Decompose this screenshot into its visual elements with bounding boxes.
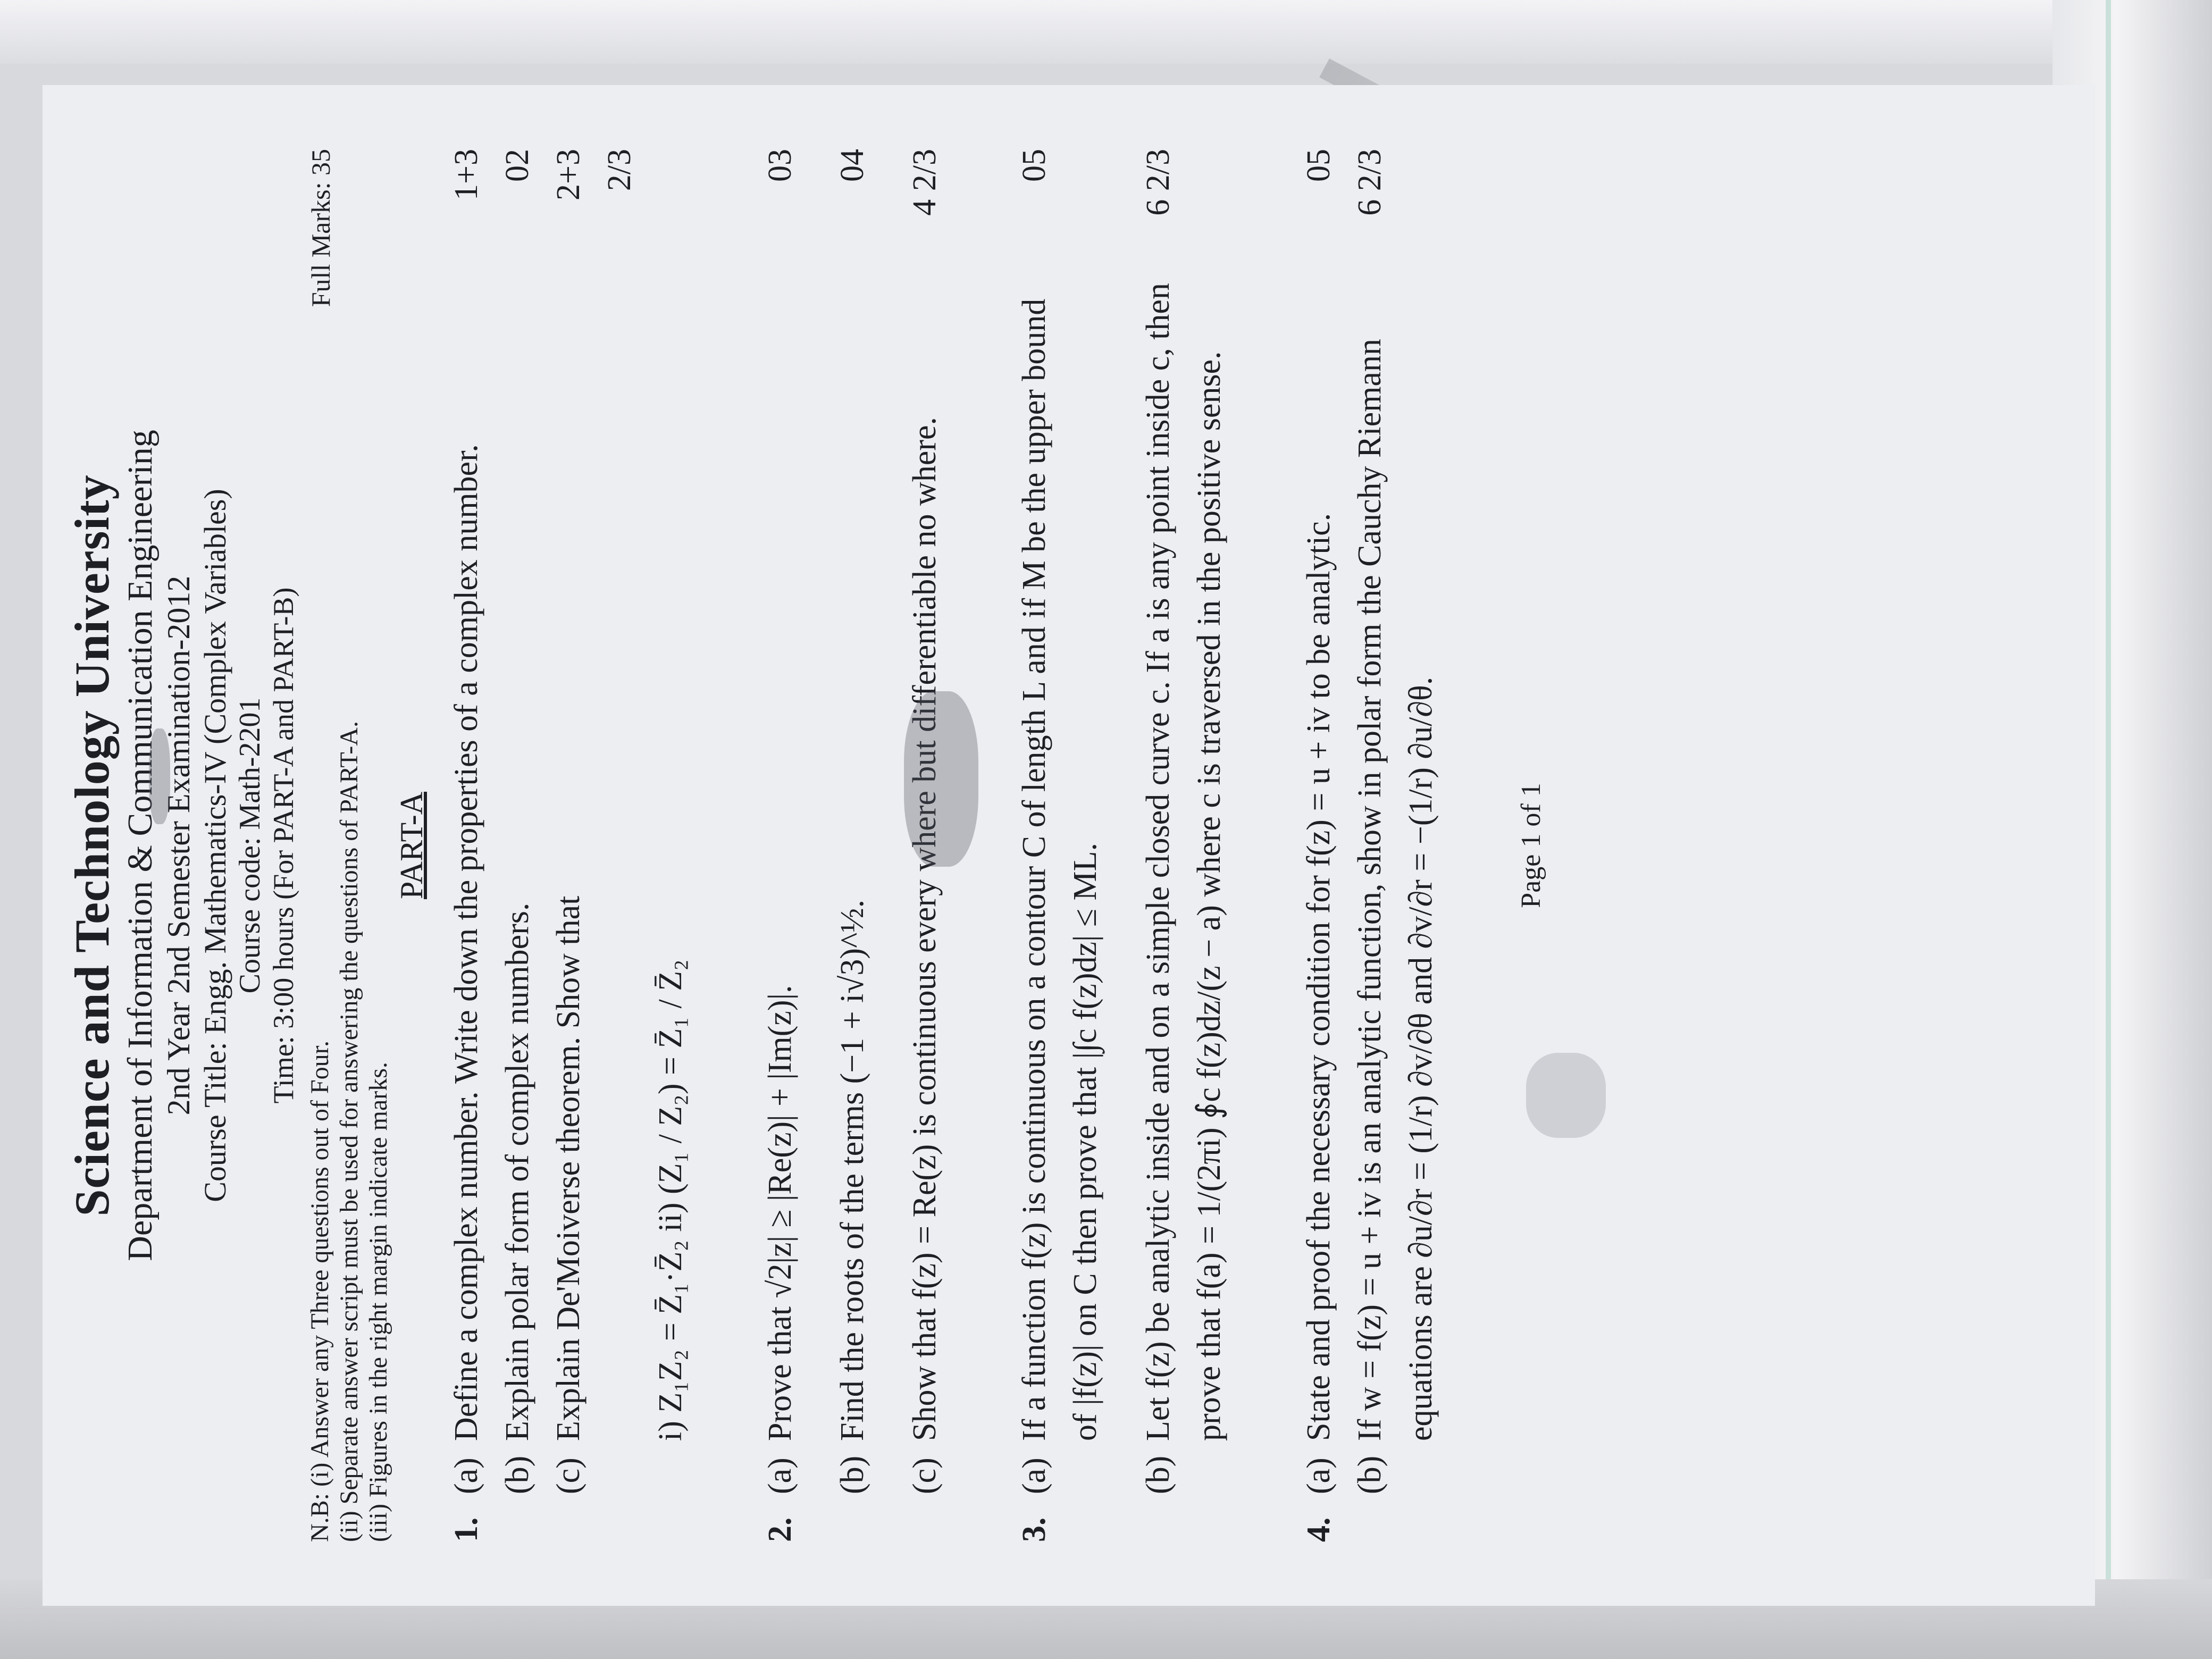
formula-text: i) Z₁Z₂ = Z̄₁·Z̄₂ ii) (Z₁ / Z₂) = Z̄₁ / Z̄₂ (652, 959, 689, 1441)
desk-background-top (0, 0, 2212, 64)
question-text: Show that f(z) = Re(z) is continuous every where but differentiable no where. (907, 417, 943, 1441)
marks: 2+3 2/3 (550, 149, 638, 200)
full-marks: Full Marks: 35 (306, 149, 336, 307)
part-label: (a) (1016, 1457, 1053, 1494)
question-row (441, 149, 492, 1542)
instruction-line: (iii) Figures in the right margin indicate marks. (364, 1062, 393, 1542)
instructions-row (305, 149, 393, 1542)
instruction-line: (ii) Separate answer script must be used for answering the questions of PART-A. (335, 721, 364, 1542)
part-label: (c) (550, 1457, 586, 1494)
part-title: PART-A (393, 791, 429, 900)
part-label: (a) (1300, 1457, 1337, 1494)
marks: 05 (1016, 149, 1053, 182)
part-label: (b) (499, 1455, 535, 1494)
question-text: Explain De'Moiverse theorem. Show that (550, 895, 586, 1441)
exam-line: 2nd Year 2nd Semester Examination-2012 (161, 575, 196, 1116)
question-number: 2. (762, 1517, 799, 1542)
question-number: 3. (1016, 1517, 1053, 1542)
question-row (645, 149, 696, 1542)
ink-smudge (904, 691, 978, 867)
question-text: Prove that √2|z| ≥ |Re(z)| + |Im(z)|. (762, 985, 799, 1441)
question-row (1133, 149, 1235, 1542)
instructions (305, 721, 393, 1542)
ink-smudge (149, 728, 170, 824)
question-text: Explain polar form of complex numbers. (499, 902, 535, 1441)
marks: 05 (1300, 149, 1337, 182)
question-row (1293, 149, 1344, 1542)
page-footer: Page 1 of 1 (1515, 783, 1546, 908)
ink-smudge (1526, 1053, 1606, 1138)
marks: 6 2/3 (1139, 149, 1176, 216)
paper-green-edge (2106, 0, 2111, 1659)
question-row (755, 149, 806, 1542)
marks: 02 (499, 149, 535, 182)
question-number: 1. (448, 1517, 484, 1542)
question-row (827, 149, 878, 1542)
question-row (492, 149, 543, 1542)
part-label: (c) (907, 1457, 943, 1494)
department-line: Department of Information & Communication Engineering (121, 430, 160, 1261)
marks (645, 149, 696, 245)
question-text: If a function f(z) is continuous on a contour C of length L and if M be the upper bound of |f(z)| on C then prove that |∫c f(z)dz| ≤ ML. (1016, 298, 1104, 1441)
question-text: State and proof the necessary condition for f(z) = u + iv to be analytic. (1300, 513, 1337, 1441)
part-label (645, 1441, 696, 1494)
exam-time: Time: 3:00 hours (For PART-A and PART-B) (267, 587, 299, 1104)
marks: 04 (834, 149, 871, 182)
instruction-line: N.B: (i) Answer any Three questions out of Four. (306, 1040, 334, 1542)
part-label: (a) (448, 1457, 484, 1494)
part-label: (b) (1351, 1455, 1388, 1494)
part-label: (b) (1139, 1455, 1176, 1494)
marks: 6 2/3 (1351, 149, 1388, 216)
course-title: Course Title: Engg. Mathematics-IV (Complex Variables) (198, 489, 232, 1202)
question-text: If w = f(z) = u + iv is an analytic function, show in polar form the Cauchy Riemann equations are ∂u/∂r = (1/r) ∂v/∂θ and ∂v/∂r = −(1/r) ∂u/∂θ. (1351, 339, 1439, 1441)
question-row (1009, 149, 1111, 1542)
exam-page (43, 85, 2095, 1606)
question-text: Find the roots of the terms (−1 + i√3)^½. (834, 899, 871, 1441)
marks: 03 (762, 149, 799, 182)
marks: 4 2/3 (907, 149, 943, 216)
question-text: Let f(z) be analytic inside and on a simple closed curve c. If a is any point inside c, then prove that f(a) = 1/(2πi) ∮c f(z)dz/(z − a) where c is traversed in the positive sense. (1139, 283, 1227, 1441)
marks: 1+3 (448, 149, 484, 200)
question-row (1344, 149, 1446, 1542)
part-label: (b) (834, 1455, 871, 1494)
question-number: 4. (1300, 1517, 1337, 1542)
course-code: Course code: Math-2201 (233, 697, 266, 994)
part-label: (a) (762, 1457, 799, 1494)
question-row (543, 149, 645, 1542)
university-title: Science and Technology University (65, 474, 119, 1217)
question-text: Define a complex number. Write down the properties of a complex number. (448, 444, 484, 1441)
